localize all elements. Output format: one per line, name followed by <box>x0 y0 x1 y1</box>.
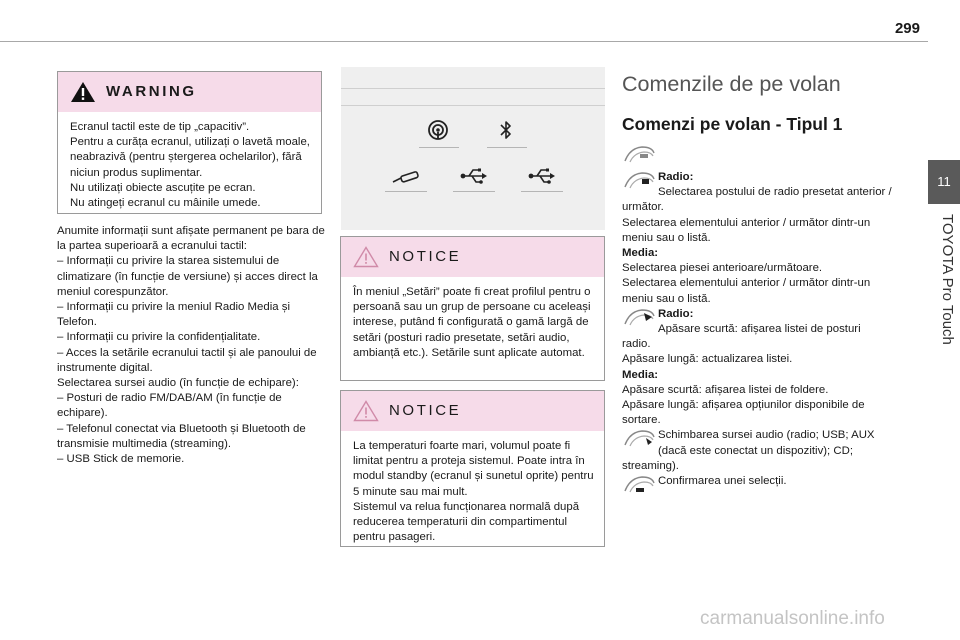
notice-body <box>341 277 604 369</box>
label-radio: Radio: <box>658 171 694 183</box>
control-text: Apăsare scurtă: afișarea listei de posturi radio. <box>622 323 861 351</box>
steering-wheel-icon <box>622 474 656 494</box>
warning-header <box>58 72 321 112</box>
control-text: Apăsare lungă: actualizarea listei. <box>622 353 793 366</box>
list-item: – Informații cu privire la starea sistemului de climatizare (în funcție de versiune) și acces direct la meniul corespunzător. <box>57 255 318 298</box>
steering-wheel-icon-row <box>622 144 892 170</box>
list-item: – Telefonul conectat via Bluetooth și Bluetooth de transmisie multimedia (streaming). <box>57 422 306 450</box>
top-rule <box>0 41 928 42</box>
warning-box <box>57 71 322 214</box>
icon-underline <box>521 191 563 192</box>
warning-line: Nu utilizați obiecte ascuțite pe ecran. <box>70 181 256 194</box>
warning-line: Pentru a curăța ecranul, utilizați o lavetă moale, neabrazivă (pentru ștergerea ochelarilor), fără niciun produs suplimentar. <box>70 136 310 179</box>
control-block-3 <box>622 428 892 474</box>
notice-text: În meniul „Setări” poate fi creat profilul pentru o persoană sau un grup de persoane cu aceleași interese, putând fi configurată o gamă largă de setări (posturi radio presetate, setări audio, ambianță etc.). Setările sunt aplicate automat. <box>353 286 591 359</box>
screen-rule <box>341 88 605 89</box>
aux-icon[interactable] <box>391 169 421 185</box>
usb-icon[interactable] <box>527 167 557 185</box>
warning-line: Nu atingeți ecranul cu mâinile umede. <box>70 197 261 210</box>
label-media: Media: <box>622 247 659 260</box>
notice-heading: NOTICE <box>389 402 462 419</box>
control-text: Apăsare scurtă: afișarea listei de foldere. <box>622 383 829 396</box>
control-block-1 <box>622 170 892 307</box>
notice-header <box>341 237 604 277</box>
label-radio: Radio: <box>658 307 694 320</box>
control-text: Apăsare lungă: afișarea opțiunilor disponibile de sortare. <box>622 399 865 427</box>
warning-body <box>58 112 321 219</box>
list-item: – USB Stick de memorie. <box>57 453 185 466</box>
list-item: – Posturi de radio FM/DAB/AM (în funcție de echipare). <box>57 392 282 420</box>
steering-controls <box>622 144 892 494</box>
list-item: – Informații cu privire la confidențialitate. <box>57 331 261 344</box>
label-media: Media: <box>622 368 659 381</box>
steering-wheel-icon <box>622 307 656 327</box>
control-text: Selectarea elementului anterior / următor dintr-un meniu sau o listă. <box>622 277 871 305</box>
icon-underline <box>419 147 459 148</box>
icon-underline <box>385 191 427 192</box>
list-item: – Acces la setările ecranului tactil și ale panoului de instrumente digital. <box>57 346 317 374</box>
usb-icon[interactable] <box>459 167 489 185</box>
notice-text: Sistemul va relua funcționarea normală după reducerea temperaturii din compartimentul pentru pasageri. <box>353 500 580 544</box>
warning-line: Ecranul tactil este de tip „capacitiv”. <box>70 121 250 133</box>
steering-wheel-icon <box>622 170 656 190</box>
notice-triangle-icon <box>353 400 379 422</box>
control-block-2 <box>622 307 892 429</box>
control-text: Confirmarea unei selecții. <box>658 475 787 488</box>
notice-heading: NOTICE <box>389 248 462 265</box>
steering-wheel-icon <box>622 428 656 448</box>
warning-heading: WARNING <box>106 83 197 100</box>
control-text: Selectarea postului de radio presetat anterior / următor. <box>622 186 892 214</box>
notice-box-1 <box>340 236 605 381</box>
icon-underline <box>453 191 495 192</box>
control-text: Selectarea elementului anterior / următor dintr-un meniu sau o listă. <box>622 216 871 244</box>
radio-icon[interactable] <box>427 119 449 141</box>
notice-triangle-icon <box>353 246 379 268</box>
source-intro: Selectarea sursei audio (în funcție de echipare): <box>57 377 299 390</box>
notice-header <box>341 391 604 431</box>
steering-wheel-icon <box>622 144 656 164</box>
section-tab[interactable]: 11 <box>928 160 960 204</box>
notice-body <box>341 431 604 553</box>
notice-text: La temperaturi foarte mari, volumul poate fi limitat pentru a proteja sistemul. Poate intra în modul standby (ecranul și sunetul oprite) pentru 5 minute sau mai mult. <box>353 440 594 498</box>
control-block-4 <box>622 474 892 489</box>
control-text: Selectarea piesei anterioare/următoare. <box>622 262 823 275</box>
left-column-text <box>57 224 327 467</box>
screen-illustration <box>341 67 605 230</box>
section-heading: Comenzile de pe volan <box>622 72 841 96</box>
intro-paragraph: Anumite informații sunt afișate permanent pe bara de la partea superioară a ecranului tactil: <box>57 225 325 253</box>
page-number: 299 <box>894 20 920 37</box>
screen-rule <box>341 105 605 106</box>
watermark: carmanualsonline.info <box>700 608 885 629</box>
warning-triangle-icon <box>70 81 96 103</box>
notice-box-2 <box>340 390 605 547</box>
subsection-heading: Comenzi pe volan - Tipul 1 <box>622 114 843 134</box>
section-title: TOYOTA Pro Touch <box>939 214 956 345</box>
icon-underline <box>487 147 527 148</box>
control-text: Schimbarea sursei audio (radio; USB; AUX (dacă este conectat un dispozitiv); CD; streaming). <box>622 429 875 472</box>
list-item: – Informații cu privire la meniul Radio Media și Telefon. <box>57 301 290 329</box>
bluetooth-icon[interactable] <box>499 119 513 141</box>
